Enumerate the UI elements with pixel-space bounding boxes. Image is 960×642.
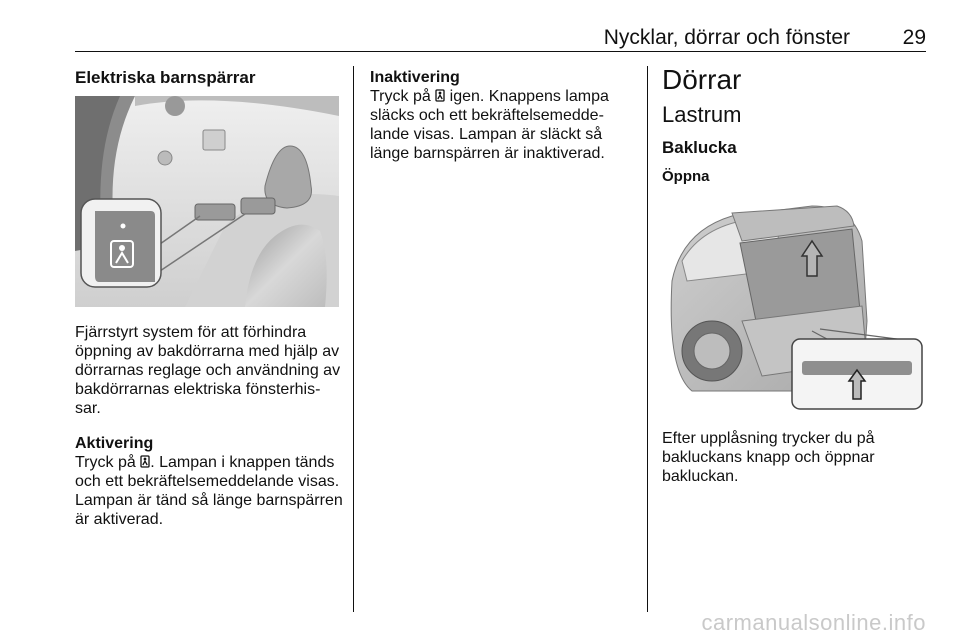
deactivation-heading: Inaktivering (370, 69, 460, 86)
page-number: 29 (902, 26, 926, 49)
text-line (75, 453, 345, 472)
text-line: Efter upplåsning trycker du på (662, 430, 875, 447)
child-lock-icon (140, 455, 150, 468)
child-lock-figure (75, 96, 339, 307)
deactivation-paragraph (370, 87, 640, 163)
child-lock-illustration (75, 96, 339, 307)
text-line: bakluckan. (662, 468, 739, 485)
header-rule (75, 51, 926, 52)
subchapter-title: Lastrum (662, 102, 742, 127)
text-line: är aktiverad. (75, 511, 164, 528)
description-paragraph (75, 323, 345, 418)
text-fragment: Tryck på (370, 88, 431, 105)
text-line: och ett bekräftelsemeddelande visas. (75, 473, 340, 490)
header-section-title: Nycklar, dörrar och fönster (603, 26, 850, 49)
section-heading: Elektriska barnspärrar (75, 68, 256, 87)
subsection-heading: Öppna (662, 168, 710, 185)
section-heading: Baklucka (662, 138, 737, 157)
text-line: sar. (75, 400, 101, 417)
activation-heading: Aktivering (75, 435, 154, 452)
column-divider-1 (353, 66, 354, 612)
column-1-body (75, 323, 345, 529)
text-line: öppning av bakdörrarna med hjälp av (75, 343, 340, 360)
text-line: Lampan är tänd så länge barnspärren (75, 492, 343, 509)
activation-paragraph (75, 453, 345, 529)
text-line: släcks och ett bekräftelsemedde- (370, 107, 604, 124)
watermark: carmanualsonline.info (701, 610, 926, 635)
text-fragment: Tryck på (75, 454, 136, 471)
text-line: Fjärrstyrt system för att förhindra (75, 324, 307, 341)
text-fragment: igen. Knappens lampa (449, 88, 609, 105)
child-lock-icon (435, 89, 445, 102)
text-line: bakluckans knapp och öppnar (662, 449, 875, 466)
column-2 (370, 68, 640, 163)
text-line: bakdörrarnas elektriska fönsterhis- (75, 381, 321, 398)
text-line: lande visas. Lampan är släckt så (370, 126, 603, 143)
column-divider-2 (647, 66, 648, 612)
column-1 (75, 68, 345, 87)
text-fragment: . Lampan i knappen tänds (150, 454, 335, 471)
text-line (370, 87, 640, 106)
column-3 (662, 64, 927, 186)
tailgate-figure (662, 201, 925, 413)
text-line: dörrarnas reglage och användning av (75, 362, 341, 379)
caption (662, 429, 927, 486)
tailgate-illustration (662, 201, 925, 413)
chapter-title: Dörrar (662, 64, 742, 95)
text-line: länge barnspärren är inaktiverad. (370, 145, 605, 162)
